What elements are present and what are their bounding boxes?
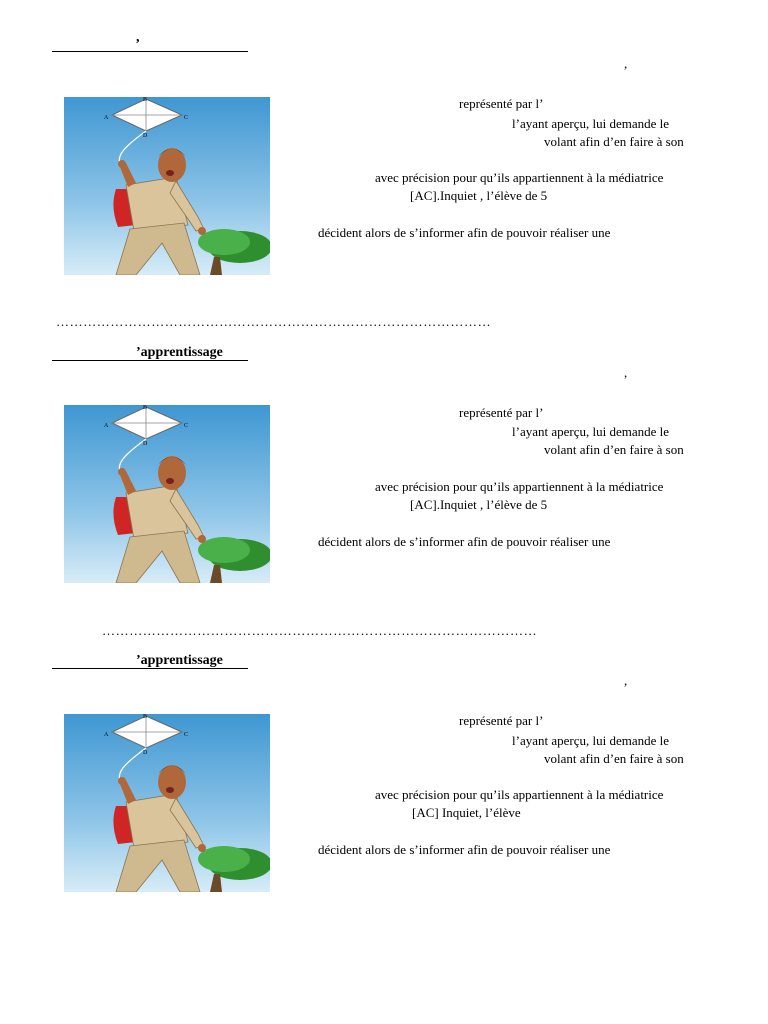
text-line-3: volant afin d’en faire à son — [544, 442, 684, 457]
section-heading: ’apprentissage — [136, 345, 223, 360]
kite-label-a: A — [104, 732, 109, 738]
text-line-4: avec précision pour qu’ils appartiennent à la médiatrice — [375, 787, 664, 802]
text-line-6: décident alors de s’informer afin de pouvoir réaliser une — [318, 534, 611, 549]
kite-label-d: D — [143, 133, 148, 139]
section-heading: , — [136, 30, 140, 45]
text-line-3: volant afin d’en faire à son — [544, 751, 684, 766]
kite-label-b: B — [143, 714, 148, 720]
kite-label-c: C — [184, 115, 189, 121]
stray-comma: , — [624, 673, 628, 688]
text-line-4: avec précision pour qu’ils appartiennent à la médiatrice — [375, 479, 664, 494]
text-line-6: décident alors de s’informer afin de pouvoir réaliser une — [318, 225, 611, 240]
kite-label-d: D — [143, 750, 148, 756]
stray-comma: , — [624, 365, 628, 380]
text-line-5: [AC] Inquiet, l’élève — [412, 805, 521, 820]
text-line-4: avec précision pour qu’ils appartiennent à la médiatrice — [375, 170, 664, 185]
text-line-6: décident alors de s’informer afin de pouvoir réaliser une — [318, 842, 611, 857]
kite-label-b: B — [143, 97, 148, 103]
text-line-5: [AC].Inquiet , l’élève de 5 — [410, 188, 548, 203]
kite-boy-illustration — [64, 97, 270, 275]
stray-comma: , — [624, 56, 628, 71]
text-line-2: l’ayant aperçu, lui demande le — [512, 733, 670, 748]
kite-label-b: B — [143, 405, 148, 411]
text-line-2: l’ayant aperçu, lui demande le — [512, 424, 670, 439]
kite-label-a: A — [104, 115, 109, 121]
text-line-3: volant afin d’en faire à son — [544, 134, 684, 149]
text-line-5: [AC].Inquiet , l’élève de 5 — [410, 497, 548, 512]
dotted-separator: …………………………………………………………………………………… — [102, 623, 538, 638]
kite-label-d: D — [143, 441, 148, 447]
kite-label-c: C — [184, 732, 189, 738]
text-line-1: représenté par l’ — [459, 713, 544, 728]
kite-boy-illustration — [64, 405, 270, 583]
text-line-2: l’ayant aperçu, lui demande le — [512, 116, 670, 131]
kite-boy-illustration — [64, 714, 270, 892]
heading-underline — [52, 51, 248, 52]
section-heading: ’apprentissage — [136, 653, 223, 668]
kite-label-c: C — [184, 423, 189, 429]
dotted-separator: …………………………………………………………………………………… — [56, 314, 492, 329]
text-line-1: représenté par l’ — [459, 96, 544, 111]
text-line-1: représenté par l’ — [459, 405, 544, 420]
kite-label-a: A — [104, 423, 109, 429]
